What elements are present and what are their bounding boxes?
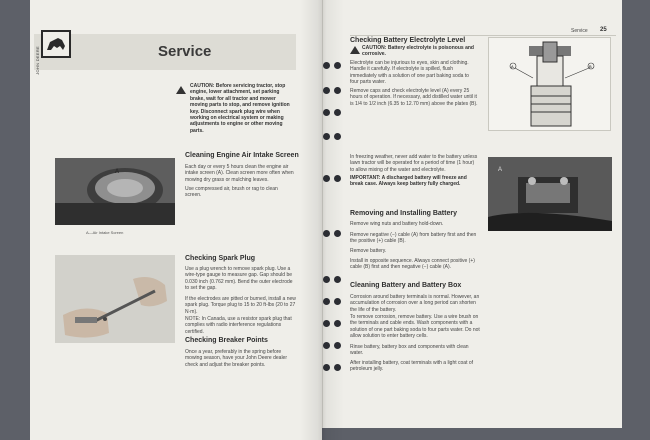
breaker-points-text: Once a year, preferably in the spring before mowing season, have your John Deere dealer check and adjust the breaker points. bbox=[185, 349, 288, 368]
binder-hole bbox=[334, 62, 341, 69]
binder-hole bbox=[334, 276, 341, 283]
page-number: 25 bbox=[600, 27, 607, 33]
electrolyte-text: Electrolyte can be injurious to eyes, skin and clothing. Handle it carefully. If electrolyte is spilled, flush immediately with a solution of one part baking soda to four parts water. bbox=[350, 60, 469, 86]
svg-text:B: B bbox=[589, 64, 592, 69]
john-deere-logo bbox=[40, 26, 72, 62]
photo-caption-air-intake: A—Air Intake Screen bbox=[86, 230, 124, 235]
binder-hole bbox=[323, 298, 330, 305]
cleaning-text-3: Rinse battery, battery box and components with clean water. bbox=[350, 344, 469, 357]
cleaning-text-2: To remove corrosion, remove battery. Use a wire brush on the terminals and cable ends. Wash components with a solution of one part baking soda to four parts water. Do not allow solution to enter battery cells. bbox=[350, 314, 480, 340]
removing-step-3: Remove battery. bbox=[350, 248, 387, 254]
heading-checking-breaker-points: Checking Breaker Points bbox=[185, 337, 268, 344]
binder-hole bbox=[323, 342, 330, 349]
spark-plug-text: Use a plug wrench to remove spark plug. Use a wire-type gauge to measure gap. Gap should be 0.030 inch (0.762 mm). Bend the outer electrode to set the gap. bbox=[185, 266, 293, 292]
binder-hole bbox=[334, 342, 341, 349]
binder-hole bbox=[323, 133, 330, 140]
cleaning-text-1: Corrosion around battery terminals is normal. However, an accumulation of corrosion over a long period can shorten the life of the battery. bbox=[350, 294, 480, 313]
binder-hole bbox=[334, 87, 341, 94]
heading-battery-electrolyte: Checking Battery Electrolyte Level bbox=[350, 37, 466, 44]
binder-hole bbox=[323, 320, 330, 327]
binder-hole bbox=[334, 364, 341, 371]
binder-hole bbox=[323, 87, 330, 94]
binder-hole bbox=[334, 109, 341, 116]
svg-text:A: A bbox=[115, 169, 120, 175]
header-rule bbox=[350, 35, 616, 36]
cleaning-text-4: After installing battery, coat terminals with a light coat of petroleum jelly. bbox=[350, 360, 474, 373]
binder-hole bbox=[323, 62, 330, 69]
binder-hole bbox=[323, 109, 330, 116]
battery-level-diagram bbox=[488, 37, 611, 131]
engine-intake-photo bbox=[55, 158, 175, 225]
removing-step-4: Install in opposite sequence. Always connect positive (+) cable (B) first and then negative (−) cable (A). bbox=[350, 258, 475, 271]
spark-plug-photo bbox=[55, 255, 175, 343]
caution-servicing: CAUTION: Before servicing tractor, stop engine, lower attachment, set parking brake, wait for all tractor and mower moving parts to stop, and remove ignition key. Disconnect spark plug wire when working on electrical system or making adjustments to engine or other moving parts. bbox=[190, 83, 290, 134]
warning-icon bbox=[350, 46, 360, 54]
running-header: Service bbox=[571, 28, 588, 34]
spark-plug-note: NOTE: In Canada, use a resistor spark plug that complies with radio interference regulations certified. bbox=[185, 316, 292, 335]
logo-caption: JOHN DEERE bbox=[35, 46, 40, 75]
binder-hole bbox=[334, 320, 341, 327]
battery-photo bbox=[488, 157, 612, 231]
binder-hole bbox=[334, 230, 341, 237]
heading-removing-battery: Removing and Installing Battery bbox=[350, 210, 457, 217]
page-title: Service bbox=[158, 43, 212, 60]
important-note: IMPORTANT: A discharged battery will freeze and break case. Always keep battery fully charged. bbox=[350, 175, 467, 188]
binder-hole bbox=[323, 230, 330, 237]
removing-step-2: Remove negative (−) cable (A) from battery first and then the positive (+) cable (B). bbox=[350, 232, 477, 245]
heading-cleaning-air-intake: Cleaning Engine Air Intake Screen bbox=[185, 152, 299, 159]
binder-hole bbox=[323, 276, 330, 283]
freezing-text: In freezing weather, never add water to the battery unless lawn tractor will be operated for a period of time (1 hour) to allow mixing of the water and electrolyte. bbox=[350, 154, 478, 173]
spark-plug-text-2: If the electrodes are pitted or burned, install a new spark plug. Torque plug to 15 to 20 ft-lbs (20 to 27 N·m). bbox=[185, 296, 296, 315]
heading-cleaning-battery-box: Cleaning Battery and Battery Box bbox=[350, 282, 462, 289]
binder-hole bbox=[334, 133, 341, 140]
heading-checking-spark-plug: Checking Spark Plug bbox=[185, 255, 256, 262]
svg-text:A: A bbox=[498, 167, 503, 173]
binder-hole bbox=[323, 364, 330, 371]
binder-hole bbox=[334, 175, 341, 182]
air-intake-text-2: Use compressed air, brush or rag to clean screen. bbox=[185, 186, 278, 199]
binder-hole bbox=[334, 298, 341, 305]
binder-hole bbox=[323, 175, 330, 182]
svg-text:A: A bbox=[511, 64, 514, 69]
removing-step-1: Remove wing nuts and battery hold-down. bbox=[350, 221, 444, 227]
warning-icon bbox=[176, 86, 186, 94]
air-intake-text: Each day or every 5 hours clean the engine air intake screen (A). Clean screen more often when mowing dry grass or mulching leaves. bbox=[185, 164, 294, 183]
caution-electrolyte: CAUTION: Battery electrolyte is poisonous and corrosive. bbox=[362, 45, 474, 58]
electrolyte-text-2: Remove caps and check electrolyte level (A) every 25 hours of operation. If necessary, add distilled water until it is 1/4 to 1/2 inch (6.35 to 12.70 mm) above the plates (B). bbox=[350, 88, 478, 107]
